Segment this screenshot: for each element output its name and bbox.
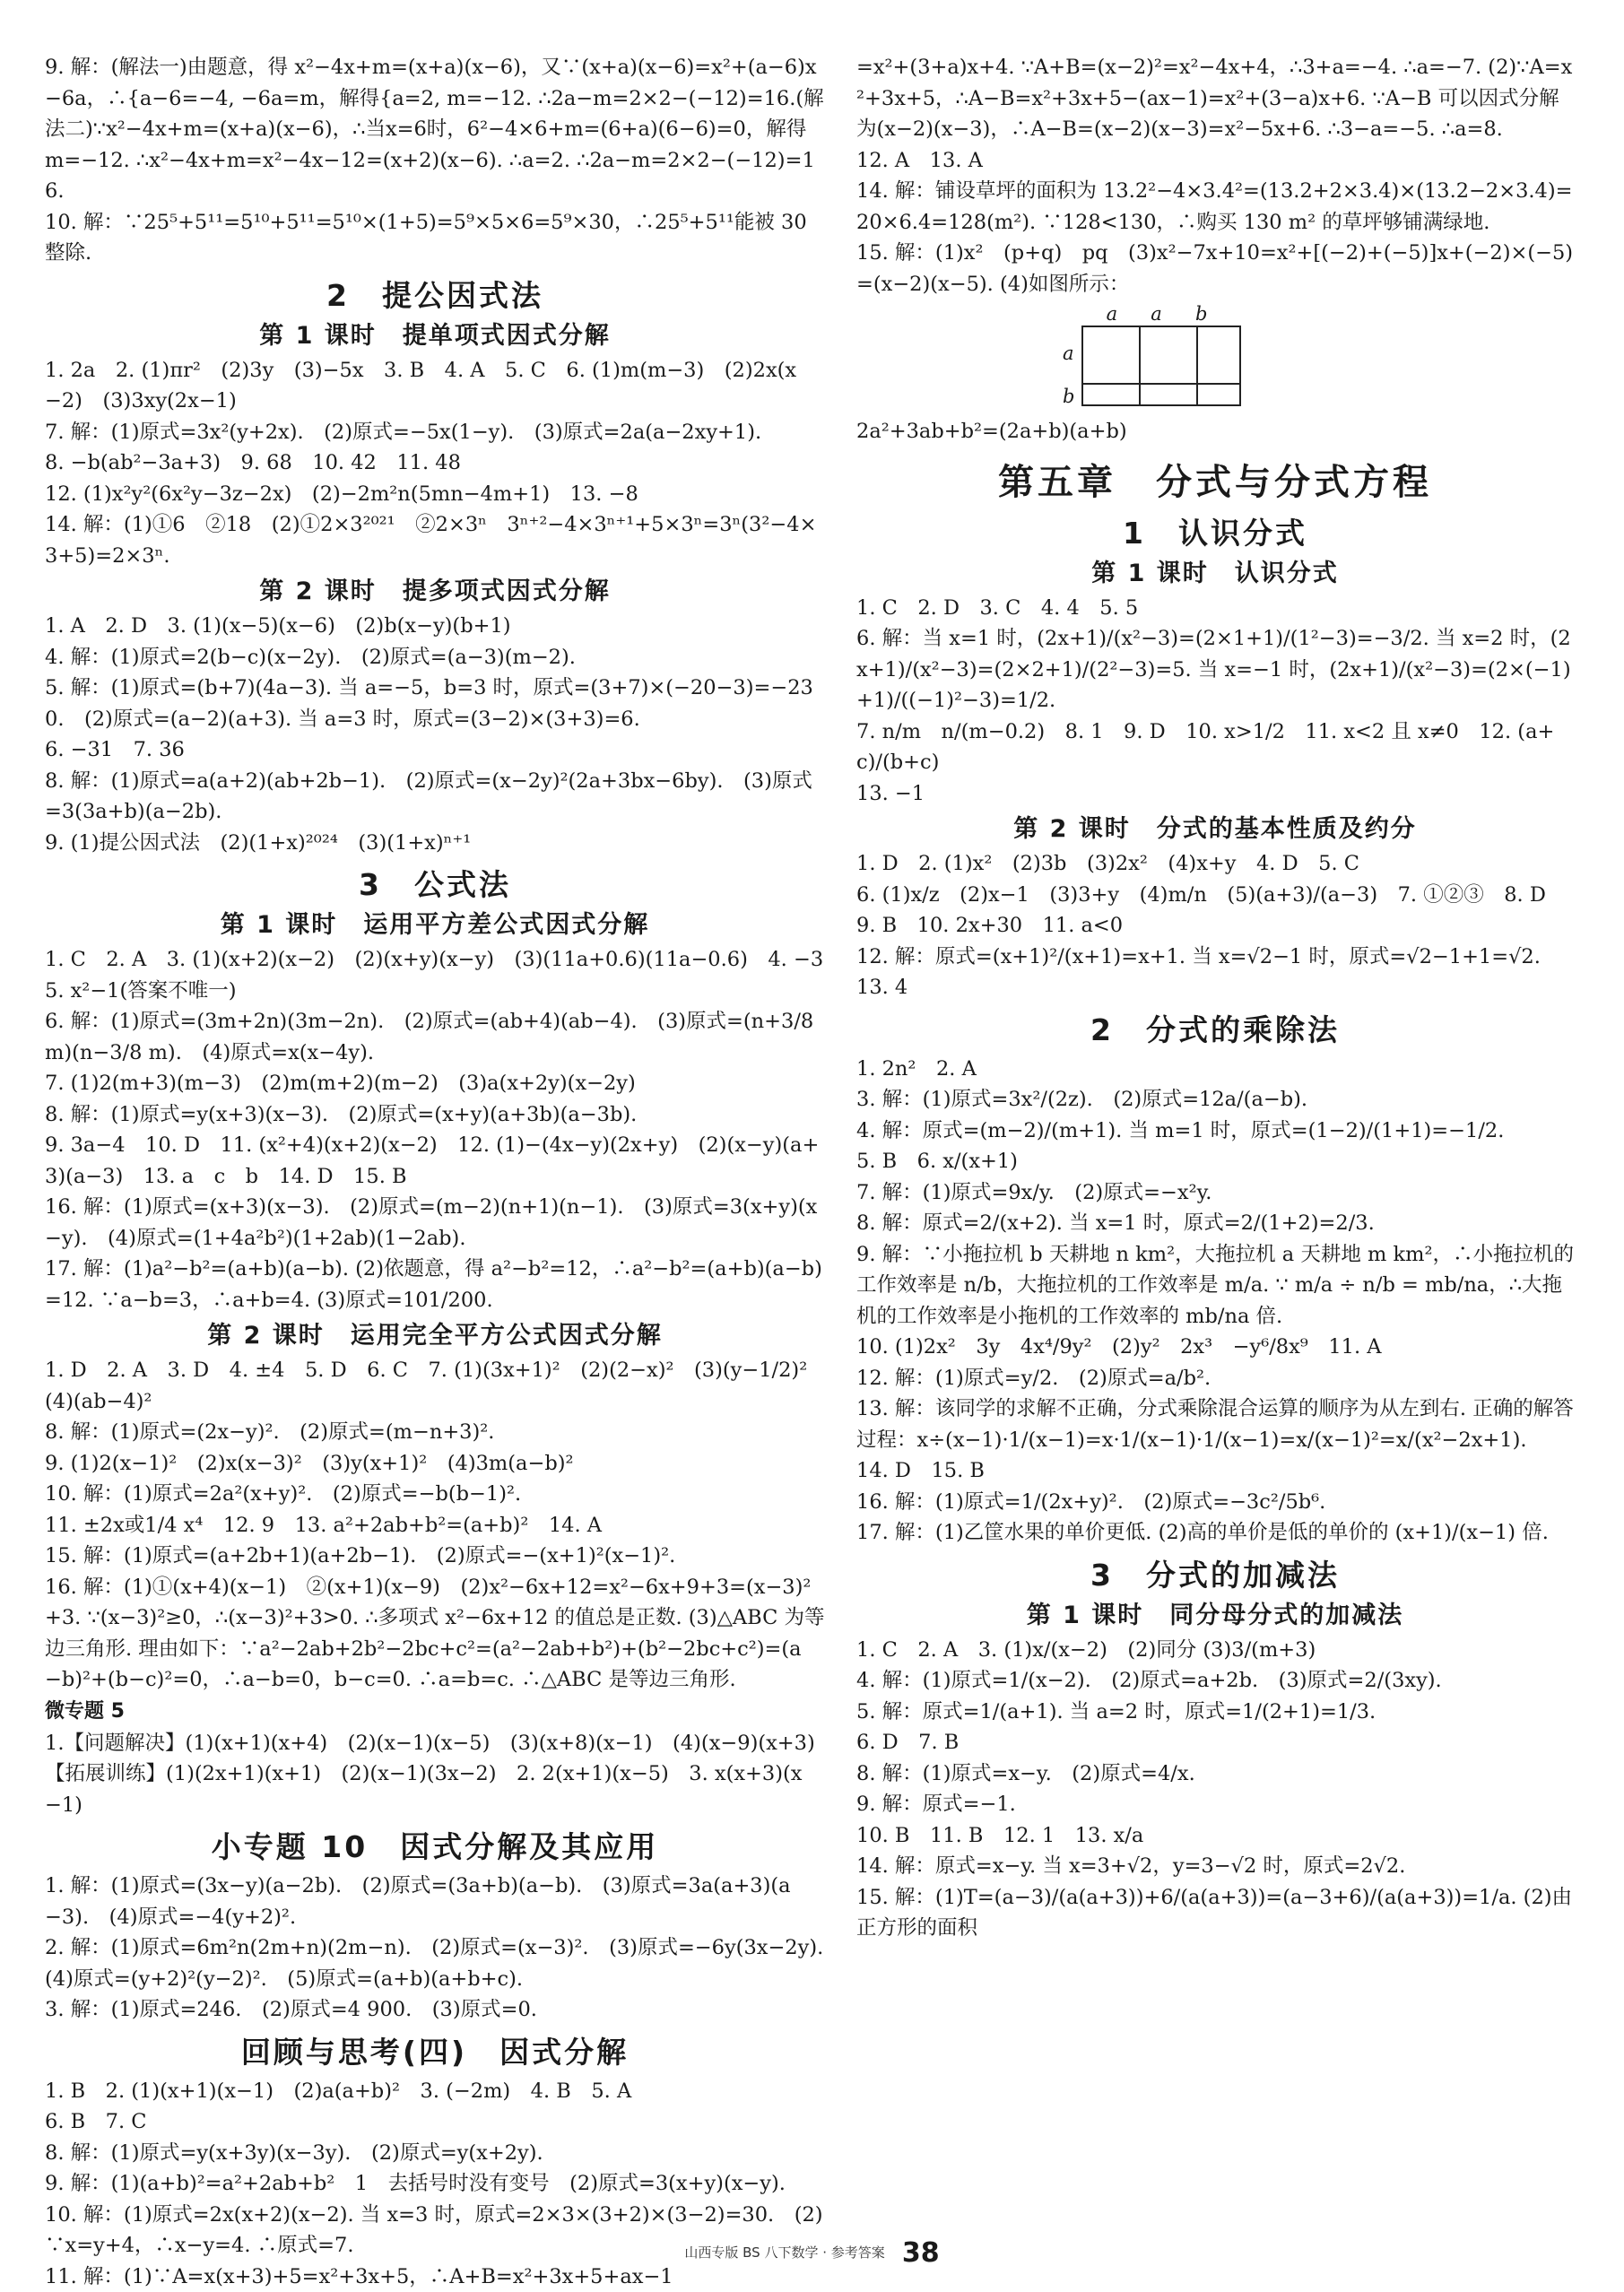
lesson-answers — [856, 848, 1574, 1003]
answer-line: 4. 解：(1)原式=2(b−c)(x−2y). (2)原式=(a−3)(m−2). — [45, 642, 825, 673]
answer-line: 8. 解：(1)原式=y(x+3)(x−3). (2)原式=(x+y)(a+3b)(a−3b). — [45, 1099, 825, 1131]
left-column — [45, 52, 825, 2292]
answer-line: 7. 解：(1)原式=9x/y. (2)原式=−x²y. — [856, 1177, 1574, 1209]
answer-line: 9. B 10. 2x+30 11. a<0 — [856, 910, 1574, 942]
answer-line: 1. C 2. A 3. (1)x/(x−2) (2)同分 (3)3/(m+3) — [856, 1635, 1574, 1666]
diagram-label: a — [1151, 303, 1162, 325]
answer-line: 8. 解：(1)原式=(2x−y)². (2)原式=(m−n+3)². — [45, 1417, 825, 1448]
answer-line: 1. A 2. D 3. (1)(x−5)(x−6) (2)b(x−y)(b+1) — [45, 611, 825, 642]
lesson-answers — [856, 1635, 1574, 1944]
answer-line: 1. 2n² 2. A — [856, 1054, 1574, 1085]
answer-line: 1. D 2. A 3. D 4. ±4 5. D 6. C 7. (1)(3x+1)² (2)(2−x)² (3)(y−1/2)² (4)(ab−4)² — [45, 1355, 825, 1417]
answer-line: 10. (1)2x² 3y 4x⁴/9y² (2)y² 2x³ −y⁶/8x⁹ 11. A — [856, 1332, 1574, 1363]
answer-line: 16. 解：(1)原式=1/(2x+y)². (2)原式=−3c²/5b⁶. — [856, 1487, 1574, 1518]
lesson-answers — [45, 611, 825, 858]
answer-line: 8. 解：(1)原式=a(a+2)(ab+2b−1). (2)原式=(x−2y)²(2a+3bx−6by). (3)原式=3(3a+b)(a−2b). — [45, 766, 825, 828]
lesson-title: 第 1 课时 提单项式因式分解 — [45, 319, 825, 353]
answer-line: 8. 解：(1)原式=x−y. (2)原式=4/x. — [856, 1758, 1574, 1790]
lesson-answers — [45, 355, 825, 572]
topic-title: 小专题 10 因式分解及其应用 — [45, 1828, 825, 1867]
intro-answers — [45, 52, 825, 269]
answer-line: 11. ±2x或1/4 x⁴ 12. 9 13. a²+2ab+b²=(a+b)² 14. A — [45, 1510, 825, 1541]
mini-topic-answers — [45, 1728, 825, 1821]
answer-line: 2. 解：(1)原式=6m²n(2m+n)(2m−n). (2)原式=(x−3)². (3)原式=−6y(3x−2y). (4)原式=(y+2)²(y−2)². (5)原式=(a+b)(a+b+c). — [45, 1932, 825, 1994]
answer-line: 6. −31 7. 36 — [45, 734, 825, 766]
answer-line: 11. 解：(1)∵A=x(x+3)+5=x²+3x+5，∴A+B=x²+3x+5+ax−1 — [45, 2262, 825, 2292]
answer-line: 9. 解：(1)(a+b)²=a²+2ab+b² 1 去括号时没有变号 (2)原式=3(x+y)(x−y). — [45, 2168, 825, 2200]
answer-line: 14. 解：原式=x−y. 当 x=3+√2，y=3−√2 时，原式=2√2. — [856, 1851, 1574, 1882]
answer-line: 1. B 2. (1)(x+1)(x−1) (2)a(a+b)² 3. (−2m) 4. B 5. A — [45, 2076, 825, 2107]
diagram-label: b — [1195, 303, 1207, 325]
answer-line: 12. A 13. A — [856, 145, 1574, 177]
answer-line: 15. 解：(1)T=(a−3)/(a(a+3))+6/(a(a+3))=(a−3+6)/(a(a+3))=1/a. (2)由正方形的面积 — [856, 1882, 1574, 1944]
answer-line: 3. 解：(1)原式=246. (2)原式=4 900. (3)原式=0. — [45, 1994, 825, 2026]
answer-line: 9. 解：∵小拖拉机 b 天耕地 n km²，大拖拉机 a 天耕地 m km²，∴小拖拉机的工作效率是 n/b，大拖拉机的工作效率是 m/a. ∵ m/a ÷ n/b = mb/na，∴大拖机的工作效率是小拖机的工作效率的 mb/na 倍. — [856, 1239, 1574, 1333]
answer-line: 9. 3a−4 10. D 11. (x²+4)(x+2)(x−2) 12. (1)−(4x−y)(2x+y) (2)(x−y)(a+3)(a−3) 13. a c b 14. D 15. B — [45, 1130, 825, 1192]
right-column — [856, 52, 1574, 1944]
answer-line: 10. 解：(1)原式=2x(x+2)(x−2). 当 x=3 时，原式=2×3×(3+2)×(3−2)=30. (2)∵x=y+4，∴x−y=4. ∴原式=7. — [45, 2200, 825, 2262]
answer-line: 9. 解：原式=−1. — [856, 1789, 1574, 1820]
answer-line: 4. 解：原式=(m−2)/(m+1). 当 m=1 时，原式=(1−2)/(1+1)=−1/2. — [856, 1116, 1574, 1147]
answer-line: 15. 解：(1)原式=(a+2b+1)(a+2b−1). (2)原式=−(x+1)²(x−1)². — [45, 1541, 825, 1572]
page-footer — [0, 2237, 1624, 2269]
answer-line: 9. (1)提公因式法 (2)(1+x)²⁰²⁴ (3)(1+x)ⁿ⁺¹ — [45, 828, 825, 859]
answer-line: 15. 解：(1)x² (p+q) pq (3)x²−7x+10=x²+[(−2)+(−5)]x+(−2)×(−5)=(x−2)(x−5). (4)如图所示： — [856, 238, 1574, 300]
answer-line: 1. 2a 2. (1)πr² (2)3y (3)−5x 3. B 4. A 5. C 6. (1)m(m−3) (2)2x(x−2) (3)3xy(2x−1) — [45, 355, 825, 417]
lesson-title: 第 2 课时 运用完全平方公式因式分解 — [45, 1319, 825, 1353]
diagram-top-labels — [1090, 303, 1224, 325]
answer-line: 5. B 6. x/(x+1) — [856, 1146, 1574, 1177]
answer-line: 12. 解：原式=(x+1)²/(x+1)=x+1. 当 x=√2−1 时，原式=√2−1+1=√2. — [856, 942, 1574, 973]
section-title: 3 公式法 — [45, 865, 825, 905]
chapter-title: 第五章 分式与分式方程 — [856, 458, 1574, 507]
answer-line: 14. 解：(1)①6 ②18 (2)①2×3²⁰²¹ ②2×3ⁿ 3ⁿ⁺²−4×3ⁿ⁺¹+5×3ⁿ=3ⁿ(3²−4×3+5)=2×3ⁿ. — [45, 509, 825, 571]
answer-line: 6. (1)x/z (2)x−1 (3)3+y (4)m/n (5)(a+3)/(a−3) 7. ①②③ 8. D — [856, 880, 1574, 911]
area-diagram — [1081, 303, 1269, 411]
answer-line: 8. 解：原式=2/(x+2). 当 x=1 时，原式=2/(1+2)=2/3. — [856, 1208, 1574, 1239]
answer-line: 14. 解：铺设草坪的面积为 13.2²−4×3.4²=(13.2+2×3.4)×(13.2−2×3.4)=20×6.4=128(m²). ∵128<130，∴购买 130 m² 的草坪够铺满绿地. — [856, 176, 1574, 238]
answer-line: 6. B 7. C — [45, 2106, 825, 2138]
area-grid — [1081, 325, 1242, 407]
lesson-answers — [45, 1355, 825, 1696]
lesson-answers — [45, 944, 825, 1315]
mini-topic-title: 微专题 5 — [45, 1697, 825, 1726]
answer-line: 1. C 2. A 3. (1)(x+2)(x−2) (2)(x+y)(x−y) (3)(11a+0.6)(11a−0.6) 4. −3 5. x²−1(答案不唯一) — [45, 944, 825, 1006]
lesson-title: 第 1 课时 认识分式 — [856, 557, 1574, 591]
answer-line: 7. 解：(1)原式=3x²(y+2x). (2)原式=−5x(1−y). (3)原式=2a(a−2xy+1). — [45, 417, 825, 448]
answer-line: 7. n/m n/(m−0.2) 8. 1 9. D 10. x>1/2 11. x<2 且 x≠0 12. (a+c)/(b+c) — [856, 716, 1574, 778]
section-answers — [856, 1054, 1574, 1549]
answer-line: 14. D 15. B — [856, 1455, 1574, 1487]
page-number: 38 — [902, 2237, 940, 2269]
section-title: 1 认识分式 — [856, 514, 1574, 553]
answer-line: =x²+(3+a)x+4. ∵A+B=(x−2)²=x²−4x+4，∴3+a=−4. ∴a=−7. (2)∵A=x²+3x+5，∴A−B=x²+3x+5−(ax−1)=x²+(3−a)x+6. ∵A−B 可以因式分解为(x−2)(x−3)，∴A−B=(x−2)(x−3)=x²−5x+6. ∴3−a=−5. ∴a=8. — [856, 52, 1574, 145]
continued-answers — [856, 52, 1574, 300]
answer-line: 4. 解：(1)原式=1/(x−2). (2)原式=a+2b. (3)原式=2/(3xy). — [856, 1665, 1574, 1697]
answer-line: 13. −1 — [856, 778, 1574, 810]
section-title: 2 分式的乘除法 — [856, 1011, 1574, 1050]
answer-line: 10. B 11. B 12. 1 13. x/a — [856, 1820, 1574, 1852]
answer-line: 8. −b(ab²−3a+3) 9. 68 10. 42 11. 48 — [45, 447, 825, 479]
answer-line: 13. 解：该同学的求解不正确，分式乘除混合运算的顺序为从左到右. 正确的解答过程：x÷(x−1)·1/(x−1)=x·1/(x−1)·1/(x−1)=x/(x−1)²=x/(x²−2x+1). — [856, 1393, 1574, 1455]
answer-line: 10. 解：(1)原式=2a²(x+y)². (2)原式=−b(b−1)². — [45, 1479, 825, 1510]
diagram-label: a — [1063, 343, 1074, 364]
answer-line: 17. 解：(1)a²−b²=(a+b)(a−b). (2)依题意，得 a²−b²=12，∴a²−b²=(a+b)(a−b)=12. ∵a−b=3，∴a+b=4. (3)原式=101/200. — [45, 1254, 825, 1315]
lesson-title: 第 2 课时 提多项式因式分解 — [45, 575, 825, 609]
answer-line: 16. 解：(1)①(x+4)(x−1) ②(x+1)(x−9) (2)x²−6x+12=x²−6x+9+3=(x−3)²+3. ∵(x−3)²≥0，∴(x−3)²+3>0. ∴多项式 x²−6x+12 的值总是正数. (3)△ABC 为等边三角形. 理由如下：∵a²−2ab+2b²−2bc+c²=(a²−2ab+b²)+(b²−2bc+c²)=(a−b)²+(b−c)²=0，∴a−b=0，b−c=0. ∴a=b=c. ∴△ABC 是等边三角形. — [45, 1572, 825, 1696]
answer-line: 8. 解：(1)原式=y(x+3y)(x−3y). (2)原式=y(x+2y). — [45, 2138, 825, 2169]
answer-line: 6. 解：(1)原式=(3m+2n)(3m−2n). (2)原式=(ab+4)(ab−4). (3)原式=(n+3/8 m)(n−3/8 m). (4)原式=x(x−4y). — [45, 1006, 825, 1068]
answer-line: 12. 解：(1)原式=y/2. (2)原式=a/b². — [856, 1363, 1574, 1394]
answer-line: 10. 解：∵25⁵+5¹¹=5¹⁰+5¹¹=5¹⁰×(1+5)=5⁹×5×6=5⁹×30，∴25⁵+5¹¹能被 30 整除. — [45, 207, 825, 269]
answer-line: 12. (1)x²y²(6x²y−3z−2x) (2)−2m²n(5mn−4m+1) 13. −8 — [45, 479, 825, 510]
review-title: 回顾与思考(四) 因式分解 — [45, 2033, 825, 2072]
answer-line: 6. 解：当 x=1 时，(2x+1)/(x²−3)=(2×1+1)/(1²−3)=−3/2. 当 x=2 时，(2x+1)/(x²−3)=(2×2+1)/(2²−3)=5. 当 x=−1 时，(2x+1)/(x²−3)=(2×(−1)+1)/((−1)²−3)=1/2. — [856, 623, 1574, 716]
answer-line: 5. 解：原式=1/(a+1). 当 a=2 时，原式=1/(2+1)=1/3. — [856, 1697, 1574, 1728]
answer-line: 13. 4 — [856, 972, 1574, 1003]
answer-line: 1. 解：(1)原式=(3x−y)(a−2b). (2)原式=(3a+b)(a−b). (3)原式=3a(a+3)(a−3). (4)原式=−4(y+2)². — [45, 1871, 825, 1932]
answer-line: 5. 解：(1)原式=(b+7)(4a−3). 当 a=−5，b=3 时，原式=(3+7)×(−20−3)=−230. (2)原式=(a−2)(a+3). 当 a=3 时，原式=(3−2)×(3+3)=6. — [45, 673, 825, 734]
answer-line: 1.【问题解决】(1)(x+1)(x+4) (2)(x−1)(x−5) (3)(x+8)(x−1) (4)(x−9)(x+3) 【拓展训练】(1)(2x+1)(x+1) (2)(x−1)(3x−2) 2. 2(x+1)(x−5) 3. x(x+3)(x−1) — [45, 1728, 825, 1821]
diagram-label: a — [1107, 303, 1118, 325]
diagram-label: b — [1063, 386, 1074, 407]
answer-line: 16. 解：(1)原式=(x+3)(x−3). (2)原式=(m−2)(n+1)(n−1). (3)原式=3(x+y)(x−y). (4)原式=(1+4a²b²)(1+2ab)(1−2ab). — [45, 1192, 825, 1254]
answer-line: 9. 解：(解法一)由题意，得 x²−4x+m=(x+a)(x−6)，又∵(x+a)(x−6)=x²+(a−6)x−6a，∴{a−6=−4, −6a=m，解得{a=2, m=−12. ∴2a−m=2×2−(−12)=16.(解法二)∵x²−4x+m=(x+a)(x−6)，∴当x=6时，6²−4×6+m=(6+a)(6−6)=0，解得 m=−12. ∴x²−4x+m=x²−4x−12=(x+2)(x−6). ∴a=2. ∴2a−m=2×2−(−12)=16. — [45, 52, 825, 207]
lesson-title: 第 1 课时 同分母分式的加减法 — [856, 1599, 1574, 1633]
footer-label: 山西专版 BS 八下数学 · 参考答案 — [684, 2244, 884, 2261]
answer-line: 17. 解：(1)乙筐水果的单价更低. (2)高的单价是低的单价的 (x+1)/(x−1) 倍. — [856, 1517, 1574, 1549]
lesson-title: 第 2 课时 分式的基本性质及约分 — [856, 812, 1574, 846]
section-title: 3 分式的加减法 — [856, 1556, 1574, 1595]
answer-line: 9. (1)2(x−1)² (2)x(x−3)² (3)y(x+1)² (4)3m(a−b)² — [45, 1448, 825, 1480]
section-title: 2 提公因式法 — [45, 276, 825, 316]
lesson-title: 第 1 课时 运用平方差公式因式分解 — [45, 908, 825, 942]
lesson-answers — [856, 593, 1574, 810]
answer-line: 3. 解：(1)原式=3x²/(2z). (2)原式=12a/(a−b). — [856, 1084, 1574, 1116]
diagram-caption: 2a²+3ab+b²=(2a+b)(a+b) — [856, 416, 1574, 447]
topic-answers — [45, 1871, 825, 2026]
answer-line: 1. C 2. D 3. C 4. 4 5. 5 — [856, 593, 1574, 624]
answer-line: 7. (1)2(m+3)(m−3) (2)m(m+2)(m−2) (3)a(x+2y)(x−2y) — [45, 1068, 825, 1099]
answer-line: 1. D 2. (1)x² (2)3b (3)2x² (4)x+y 4. D 5. C — [856, 848, 1574, 880]
answer-line: 6. D 7. B — [856, 1727, 1574, 1758]
